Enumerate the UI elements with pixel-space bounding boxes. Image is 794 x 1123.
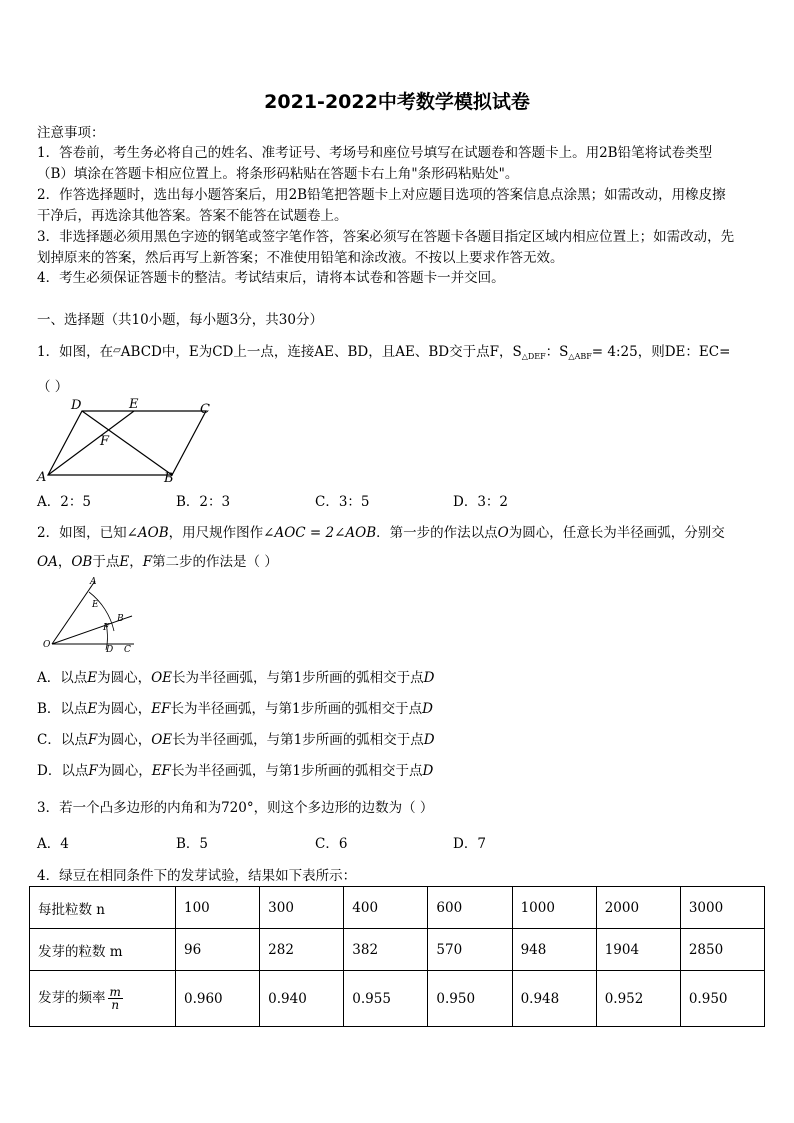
q1-option-a: A．2：5 (37, 494, 91, 510)
fig-label-c: C (200, 402, 210, 417)
notice-line: 2．作答选择题时，选出每小题答案后，用2B铅笔把答题卡上对应题目选项的答案信息点涂黑；如需改动，用橡皮擦 (37, 187, 726, 203)
table-cell: 0.955 (344, 971, 428, 1027)
table-cell: 0.940 (260, 971, 344, 1027)
table-cell: 948 (512, 929, 596, 971)
q1-option-c: C．3：5 (315, 494, 370, 510)
notice-line: 4．考生必须保证答题卡的整洁。考试结束后，请将本试卷和答题卡一并交回。 (37, 270, 505, 286)
notice-line: 3．非选择题必须用黑色字迹的钢笔或签字笔作答，答案必须写在答题卡各题目指定区域内相应位置上；如需改动，先 (37, 229, 735, 245)
q2-option-c: C．以点F为圆心，OE长为半径画弧，与第1步所画的弧相交于点D (37, 732, 435, 748)
notice-line: （B）填涂在答题卡相应位置上。将条形码粘贴在答题卡右上角"条形码粘贴处"。 (37, 166, 519, 182)
table-cell: 0.950 (428, 971, 512, 1027)
table-cell: 96 (176, 929, 260, 971)
notice-line: 划掉原来的答案，然后再写上新答案；不准使用铅笔和涂改液。不按以上要求作答无效。 (37, 250, 564, 266)
notice-line: 干净后，再选涂其他答案。答案不能答在试题卷上。 (37, 208, 348, 224)
fig2-label-b: B (117, 614, 124, 624)
table-cell: 0.950 (680, 971, 764, 1027)
question-2-stem-cont: OA，OB于点E，F第二步的作法是（ ） (37, 554, 278, 570)
q2-option-d: D．以点F为圆心，EF长为半径画弧，与第1步所画的弧相交于点D (37, 763, 434, 779)
table-row (30, 887, 765, 929)
q2-option-b: B．以点E为圆心，EF长为半径画弧，与第1步所画的弧相交于点D (37, 701, 433, 717)
parallelogram-figure (34, 398, 224, 486)
table-cell: 570 (428, 929, 512, 971)
question-4-stem: 4．绿豆在相同条件下的发芽试验，结果如下表所示： (37, 868, 357, 884)
fig2-label-d: D (106, 645, 114, 655)
page-title: 2021-2022中考数学模拟试卷 (264, 91, 530, 113)
table-cell: 282 (260, 929, 344, 971)
fig-label-a: A (37, 470, 47, 485)
question-3-stem: 3．若一个凸多边形的内角和为720°，则这个多边形的边数为（ ） (37, 800, 434, 816)
table-cell: 0.952 (596, 971, 680, 1027)
table-cell: 382 (344, 929, 428, 971)
table-cell: 1904 (596, 929, 680, 971)
question-2-stem: 2．如图，已知∠AOB，用尺规作图作∠AOC = 2∠AOB．第一步的作法以点O为圆心，任意长为半径画弧，分别交 (37, 525, 725, 541)
fig-label-e: E (129, 398, 139, 412)
table-cell: 0.960 (176, 971, 260, 1027)
fig-label-b: B (164, 471, 174, 486)
notice-line: 1．答卷前，考生务必将自己的姓名、准考证号、考场号和座位号填写在试题卷和答题卡上。用2B铅笔将试卷类型 (37, 145, 713, 161)
frequency-fraction: $\frac{m}{n}$ (109, 985, 121, 1012)
q3-option-a: A．4 (37, 836, 69, 852)
table-row-header: 发芽的粒数 m (30, 929, 176, 971)
table-cell: 300 (260, 887, 344, 929)
table-cell: 2850 (680, 929, 764, 971)
angle-construction-figure (34, 576, 144, 658)
table-cell: 1000 (512, 887, 596, 929)
q3-option-d: D．7 (453, 836, 486, 852)
fig2-label-e: E (92, 600, 99, 610)
fig2-label-c: C (124, 645, 131, 655)
fig-label-f: F (100, 434, 110, 449)
table-cell: 400 (344, 887, 428, 929)
table-cell: 100 (176, 887, 260, 929)
q3-option-b: B．5 (176, 836, 209, 852)
table-cell: 600 (428, 887, 512, 929)
notice-heading: 注意事项： (37, 125, 105, 141)
table-row-header: 每批粒数 n (30, 887, 176, 929)
table-cell: 2000 (596, 887, 680, 929)
q2-option-a: A．以点E为圆心，OE长为半径画弧，与第1步所画的弧相交于点D (37, 670, 435, 686)
germination-table (29, 886, 765, 1027)
q1-option-d: D．3：2 (453, 494, 509, 510)
fig2-label-a: A (90, 577, 97, 587)
fig2-label-o: O (43, 640, 51, 650)
table-row-header: 发芽的频率 $\frac{m}{n}$ (30, 971, 176, 1027)
answer-paren: （ ） (37, 379, 69, 395)
table-cell: 3000 (680, 887, 764, 929)
table-row (30, 971, 765, 1027)
table-cell: 0.948 (512, 971, 596, 1027)
q1-option-b: B．2：3 (176, 494, 231, 510)
q3-option-c: C．6 (315, 836, 348, 852)
section-heading: 一、选择题（共10小题，每小题3分，共30分） (37, 312, 323, 328)
table-row (30, 929, 765, 971)
fig2-label-f: F (103, 623, 110, 633)
fig-label-d: D (71, 398, 82, 413)
question-1-stem: 1．如图，在▱ABCD中，E为CD上一点，连接AE、BD，且AE、BD交于点F，$S_{\triangle DEF}$：$S_{\triangle ABF}=$ 4:25，则DE：EC= (37, 344, 731, 361)
